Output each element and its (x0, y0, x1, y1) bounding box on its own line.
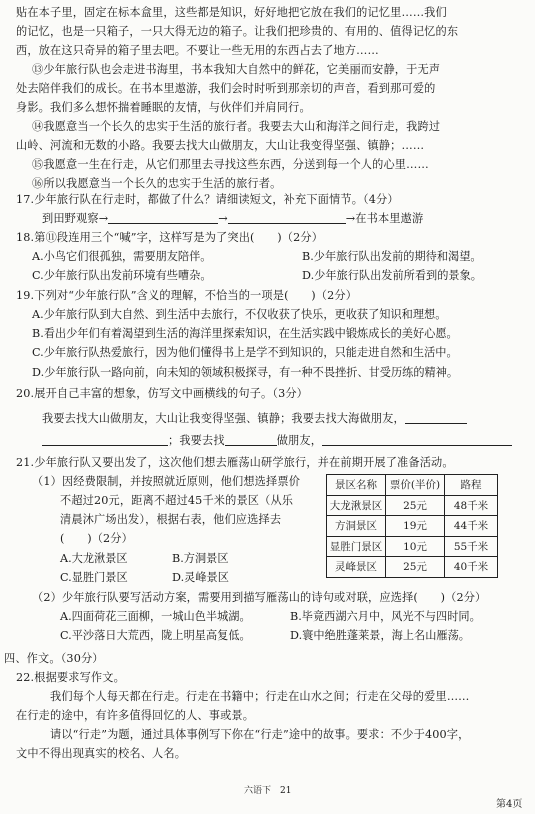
q18-option-d[interactable]: D.少年旅行队出发前所看到的景象。 (302, 269, 482, 282)
q21-p2-option-d[interactable]: D.寰中绝胜蓬莱景，海上名山雁荡。 (290, 629, 470, 642)
q21-p1-line: 不超过20元，距离不超过45千米的景区（从乐 (60, 494, 294, 507)
q19-option-d[interactable]: D.少年旅行队一路向前，向未知的领域积极探寻，有一种不畏挫折、甘受历练的精神。 (32, 366, 459, 379)
passage-line: 的记忆，也是一只箱子，一只大得无边的箱子。让我们把珍贵的、有用的、值得记忆的东 (16, 25, 459, 38)
table-cell: 显胜门景区 (327, 536, 386, 557)
q18-stem: 18.第⑪段连用三个“喊”字，这样写是为了突出( )（2分） (16, 231, 324, 244)
passage-line: 山岭、河流和无数的小路。我要去找大山做朋友，大山让我变得坚强、镇静；…… (16, 139, 425, 152)
q20-stem: 20.展开自己丰富的想象，仿写文中画横线的句子。（3分） (16, 387, 309, 400)
passage-line: 贴在本子里，固定在标本盒里，这些都是知识，好好地把它放在我们的记忆里……我们 (16, 6, 447, 19)
q20-example: 我要去找大山做朋友，大山让我变得坚强、镇静；我要去找大海做朋友， (42, 412, 467, 426)
passage-line: 身影。我们多么想怀揣着睡眠的友情，与伙伴们并肩同行。 (16, 101, 311, 114)
q18-option-b[interactable]: B.少年旅行队出发前的期待和渴望。 (302, 250, 482, 263)
passage-line: ⑬少年旅行队也会走进书海里，书本我知大自然中的鲜花，它美丽而安静，于无声 (32, 63, 441, 76)
table-cell: 44千米 (445, 516, 498, 537)
table-header-row (327, 475, 498, 496)
passage-line: ⑯所以我愿意当一个长久的忠实于生活的旅行者。 (32, 177, 282, 190)
table-header: 路程 (445, 475, 498, 496)
q17-blank-1[interactable] (108, 213, 218, 224)
table-header: 景区名称 (327, 475, 386, 496)
q21-p1-option-a[interactable]: A.大龙湫景区 (60, 552, 128, 565)
q22-stem: 22.根据要求写作文。 (16, 671, 125, 684)
q21-p1-line: （1）因经费限制，并按照就近原则，他们想选择票价 (32, 475, 301, 488)
q21-p1-option-c[interactable]: C.显胜门景区 (60, 571, 128, 584)
table-cell: 25元 (386, 557, 445, 578)
q20-blank-1[interactable] (405, 413, 467, 424)
table-header: 票价(半价) (386, 475, 445, 496)
q17-start: 到田野观察 (42, 212, 99, 225)
q21-p2-option-b[interactable]: B.毕竟西湖六月中，风光不与四时同。 (290, 610, 481, 623)
table-cell: 大龙湫景区 (327, 495, 386, 516)
passage-line: ⑭我愿意当一个长久的忠实于生活的旅行者。我要去大山和海洋之间行走，我跨过 (32, 120, 441, 133)
composition-para: 我们每个人每天都在行走。行走在书籍中；行走在山水之间；行走在父母的爱里…… (50, 690, 470, 703)
q19-option-c[interactable]: C.少年旅行队热爱旅行，因为他们懂得书上是学不到知识的，只能走进自然和生活中。 (32, 346, 458, 359)
q21-p2-option-c[interactable]: C.平沙落日大荒西，陇上明星高复低。 (60, 629, 251, 642)
q18-option-c[interactable]: C.少年旅行队出发前环境有些嘈杂。 (32, 269, 212, 282)
passage-line: ⑮我愿意一生在行走，从它们那里去寻找这些东西，分送到每一个人的心里…… (32, 158, 429, 171)
q19-option-a[interactable]: A.少年旅行队到大自然、到生活中去旅行，不仅收获了快乐，更收获了知识和理想。 (32, 308, 447, 321)
q21-p2-option-a[interactable]: A.四面荷花三面柳，一城山色半城湖。 (60, 610, 251, 623)
table-cell: 40千米 (445, 557, 498, 578)
table-cell: 灵峰景区 (327, 557, 386, 578)
q21-p1-option-b[interactable]: B.方洞景区 (172, 552, 229, 565)
passage-line: 西，放在这只奇异的箱子里去吧。不要让一些无用的东西占去了地方…… (16, 44, 379, 57)
q21-p1-line: ( )（2分） (60, 532, 133, 545)
q21-stem: 21.少年旅行队又要出发了，这次他们想去雁荡山研学旅行，并在前期开展了准备活动。 (16, 456, 454, 469)
q21-p1-option-d[interactable]: D.灵峰景区 (172, 571, 229, 584)
table-row (327, 557, 498, 578)
table-cell: 19元 (386, 516, 445, 537)
q17-flow: 到田野观察→ → →在书本里遨游 (42, 212, 424, 225)
q20-blank-3[interactable] (225, 435, 277, 446)
passage-line: 处去陪伴我们的成长。在书本里遨游，我们会时时听到那亲切的声音，看到那可爱的 (16, 82, 436, 95)
table-cell: 25元 (386, 495, 445, 516)
q17-blank-2[interactable] (228, 213, 346, 224)
page-number: 第4页 (496, 799, 523, 810)
table-cell: 10元 (386, 536, 445, 557)
scenic-spot-table (326, 474, 498, 578)
page-footer-center: 六语下 21 (244, 786, 292, 796)
section-heading: 四、作文。（30分） (4, 652, 104, 665)
q20-blank-4[interactable] (322, 435, 512, 446)
q20-answer-line: ；我要去找 做朋友， (42, 434, 512, 448)
q17-stem: 17.少年旅行队在行走时，都做了什么？请细读短文，补充下面情节。（4分） (16, 193, 399, 206)
q17-end: →在书本里遨游 (345, 212, 424, 225)
table-row (327, 495, 498, 516)
q19-option-b[interactable]: B.看出少年们有着渴望到生活的海洋里探索知识，在生活实践中锻炼成长的美好心愿。 (32, 327, 458, 340)
q21-p1-line: 清晨沐广场出发），根据右表，他们应选择去 (60, 513, 282, 526)
composition-para: 请以“行走”为题，通过具体事例写下你在“行走”途中的故事。要求：不少于400字， (50, 728, 470, 741)
composition-para: 在行走的途中，有许多值得回忆的人、事或景。 (16, 709, 255, 722)
q18-option-a[interactable]: A.小鸟它们很孤独，需要朋友陪伴。 (32, 250, 212, 263)
table-cell: 55千米 (445, 536, 498, 557)
q21-p2-stem: （2）少年旅行队要写活动方案，需要用到描写雁荡山的诗句或对联，应选择( )（2分） (32, 591, 487, 604)
table-row (327, 536, 498, 557)
q20-blank-2[interactable] (42, 435, 168, 446)
q19-stem: 19.下列对“少年旅行队”含义的理解，不恰当的一项是( )（2分） (16, 289, 358, 302)
composition-para: 文中不得出现真实的校名、人名。 (16, 747, 187, 760)
table-row (327, 516, 498, 537)
table-cell: 方洞景区 (327, 516, 386, 537)
table-cell: 48千米 (445, 495, 498, 516)
